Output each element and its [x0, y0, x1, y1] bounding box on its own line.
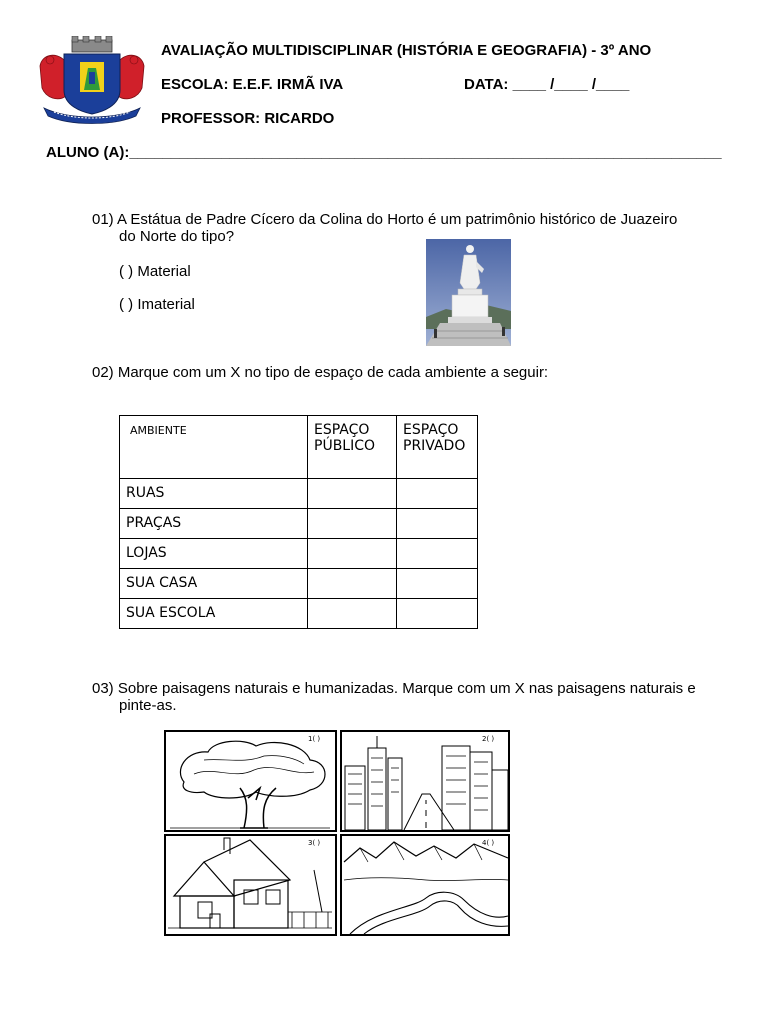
table-row — [120, 569, 478, 599]
panel-label-2: 2( ) — [482, 735, 495, 743]
answer-cell-publico[interactable] — [308, 479, 397, 509]
table-row — [120, 479, 478, 509]
row-label-sua-casa: SUA CASA — [120, 569, 308, 599]
column-header-espaco-publico: ESPAÇO PÚBLICO — [308, 416, 397, 479]
answer-cell-publico[interactable] — [308, 539, 397, 569]
option-imaterial[interactable]: ( ) Imaterial — [119, 296, 195, 313]
answer-cell-privado[interactable] — [397, 479, 478, 509]
question-1 — [92, 211, 717, 245]
table-row — [120, 509, 478, 539]
answer-cell-privado[interactable] — [397, 509, 478, 539]
row-label-lojas: LOJAS — [120, 539, 308, 569]
padre-cicero-statue-photo — [426, 239, 511, 346]
column-header-ambiente: AMBIENTE — [120, 416, 308, 479]
landscape-panel-house[interactable] — [165, 835, 336, 935]
answer-cell-publico[interactable] — [308, 569, 397, 599]
answer-cell-privado[interactable] — [397, 599, 478, 629]
table-row — [120, 599, 478, 629]
row-label-pracas: PRAÇAS — [120, 509, 308, 539]
exam-title: AVALIAÇÃO MULTIDISCIPLINAR (HISTÓRIA E GEOGRAFIA) - 3º ANO — [161, 42, 652, 59]
question-3-line-1: 03) Sobre paisagens naturais e humanizadas. Marque com um X nas paisagens naturais e — [92, 680, 696, 697]
panel-label-4: 4( ) — [482, 839, 495, 847]
landscape-panel-river[interactable] — [341, 835, 509, 935]
answer-cell-publico[interactable] — [308, 509, 397, 539]
panel-label-3: 3( ) — [308, 839, 321, 847]
question-3 — [92, 680, 722, 714]
landscape-panel-city[interactable] — [341, 731, 509, 831]
space-type-table — [119, 415, 478, 629]
answer-cell-privado[interactable] — [397, 539, 478, 569]
teacher-name: PROFESSOR: RICARDO — [161, 110, 335, 127]
row-label-ruas: RUAS — [120, 479, 308, 509]
answer-cell-privado[interactable] — [397, 569, 478, 599]
student-name-field[interactable]: ALUNO (A):_______________________________________________________________________ — [46, 144, 722, 161]
panel-label-1: 1( ) — [308, 735, 321, 743]
option-material[interactable]: ( ) Material — [119, 263, 191, 280]
landscape-drawings — [164, 730, 510, 936]
column-header-espaco-privado: ESPAÇO PRIVADO — [397, 416, 478, 479]
date-field[interactable]: DATA: ____ /____ /____ — [464, 76, 630, 93]
landscape-panel-tree[interactable] — [165, 731, 336, 831]
answer-cell-publico[interactable] — [308, 599, 397, 629]
question-2: 02) Marque com um X no tipo de espaço de cada ambiente a seguir: — [92, 364, 549, 381]
municipal-crest-logo — [38, 36, 146, 126]
question-1-line-1: 01) A Estátua de Padre Cícero da Colina do Horto é um patrimônio histórico de Juazeiro — [92, 211, 678, 228]
question-3-line-2: pinte-as. — [119, 697, 177, 714]
question-1-line-2: do Norte do tipo? — [119, 228, 235, 245]
table-row — [120, 539, 478, 569]
school-name: ESCOLA: E.E.F. IRMÃ IVA — [161, 76, 344, 93]
row-label-sua-escola: SUA ESCOLA — [120, 599, 308, 629]
